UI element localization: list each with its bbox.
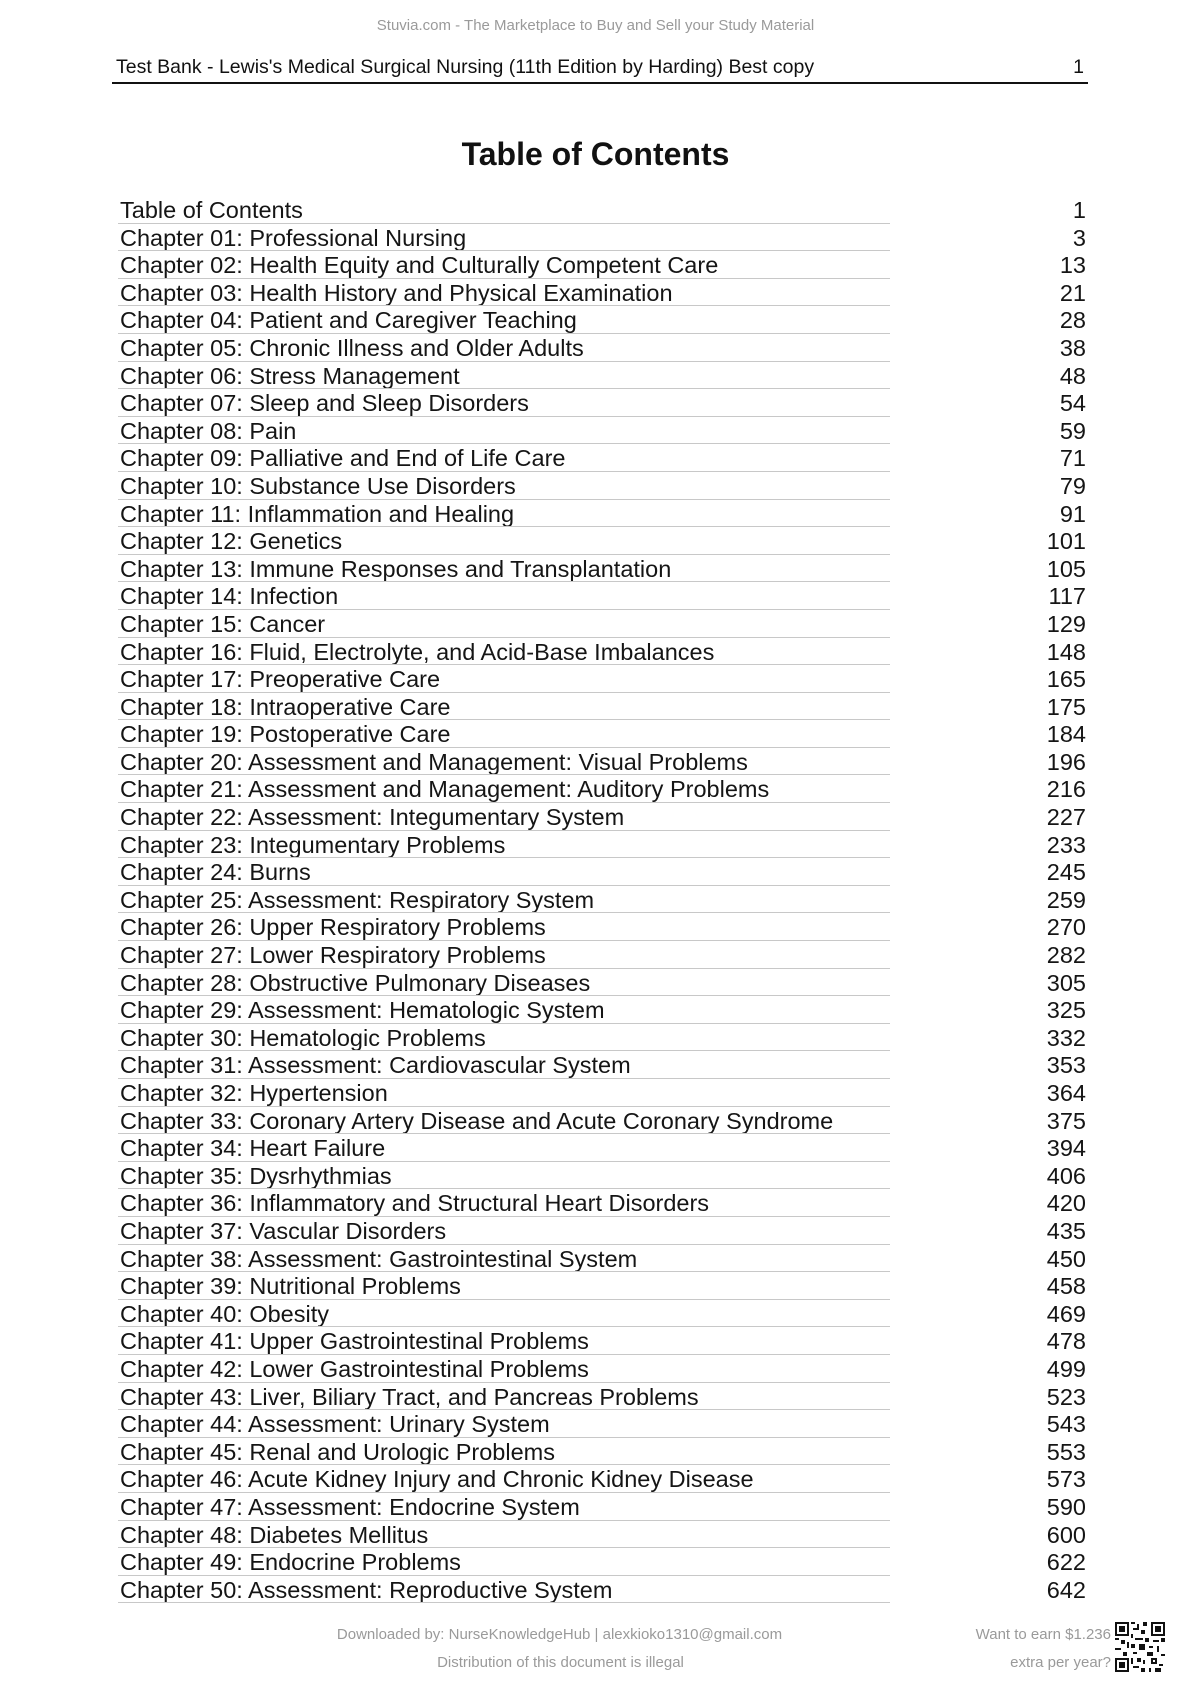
toc-entry-chapter[interactable]	[118, 1465, 1088, 1493]
toc-entry-chapter[interactable]	[118, 444, 1088, 472]
toc-entry-page[interactable]: 148	[1046, 638, 1086, 665]
toc-entry-chapter[interactable]	[118, 748, 1088, 776]
toc-entry-label[interactable]: Chapter 44: Assessment: Urinary System	[120, 1411, 550, 1438]
distribution-notice-text: Distribution of this document is illegal	[437, 1654, 684, 1671]
toc-entry-page[interactable]: 233	[1046, 831, 1086, 858]
toc-entry-page[interactable]: 79	[1059, 472, 1086, 499]
toc-entry-page[interactable]: 573	[1046, 1466, 1086, 1493]
toc-entry-page[interactable]: 435	[1046, 1217, 1086, 1244]
toc-entry-page[interactable]: 543	[1046, 1411, 1086, 1438]
toc-entry-label[interactable]: Chapter 10: Substance Use Disorders	[120, 472, 516, 499]
toc-entry-label[interactable]: Chapter 47: Assessment: Endocrine System	[120, 1493, 580, 1520]
toc-entry-chapter[interactable]	[118, 1217, 1088, 1245]
toc-entry-chapter[interactable]	[118, 1162, 1088, 1190]
toc-entry-page[interactable]: 259	[1046, 886, 1086, 913]
toc-entry-page[interactable]: 553	[1046, 1438, 1086, 1465]
toc-entry-label[interactable]: Chapter 34: Heart Failure	[120, 1135, 386, 1162]
toc-entry-chapter[interactable]	[118, 1383, 1088, 1411]
toc-entry-label[interactable]: Chapter 33: Coronary Artery Disease and Acute Coronary Syndrome	[120, 1107, 834, 1134]
toc-entry-label[interactable]: Chapter 03: Health History and Physical Examination	[120, 279, 673, 306]
toc-entry-label[interactable]: Chapter 27: Lower Respiratory Problems	[120, 942, 546, 969]
toc-entry-label[interactable]: Chapter 12: Genetics	[120, 528, 343, 555]
toc-entry-label[interactable]: Chapter 11: Inflammation and Healing	[120, 500, 515, 527]
toc-entry-chapter[interactable]	[118, 1576, 1088, 1604]
toc-entry-label[interactable]: Chapter 14: Infection	[120, 583, 339, 610]
toc-entry-label[interactable]: Chapter 22: Assessment: Integumentary System	[120, 804, 625, 831]
toc-entry-label[interactable]: Chapter 42: Lower Gastrointestinal Problems	[120, 1355, 589, 1382]
toc-entry-label[interactable]: Table of Contents	[120, 197, 303, 223]
toc-entry-page[interactable]: 523	[1046, 1383, 1086, 1410]
toc-entry-page[interactable]: 196	[1046, 748, 1086, 775]
toc-entry-page[interactable]: 71	[1059, 445, 1086, 472]
toc-entry-label[interactable]: Chapter 38: Assessment: Gastrointestinal System	[120, 1245, 638, 1272]
toc-entry-page[interactable]: 129	[1046, 610, 1086, 637]
toc-entry-page[interactable]: 91	[1059, 500, 1086, 527]
toc-entry-chapter[interactable]	[118, 1521, 1088, 1549]
toc-list	[118, 196, 1088, 1603]
toc-entry-page[interactable]: 394	[1046, 1135, 1086, 1162]
toc-entry-label[interactable]: Chapter 17: Preoperative Care	[120, 666, 441, 693]
toc-entry-chapter[interactable]	[118, 803, 1088, 831]
toc-entry-page[interactable]: 21	[1059, 279, 1086, 306]
toc-entry-label[interactable]: Chapter 21: Assessment and Management: Auditory Problems	[120, 776, 770, 803]
toc-entry-label[interactable]: Chapter 19: Postoperative Care	[120, 721, 451, 748]
toc-entry-label[interactable]: Chapter 06: Stress Management	[120, 362, 460, 389]
toc-entry-chapter[interactable]	[118, 306, 1088, 334]
toc-entry-page[interactable]: 175	[1046, 693, 1086, 720]
toc-entry-chapter[interactable]	[118, 996, 1088, 1024]
toc-entry-label[interactable]: Chapter 09: Palliative and End of Life Care	[120, 445, 566, 472]
toc-entry-label[interactable]: Chapter 05: Chronic Illness and Older Adults	[120, 334, 584, 361]
toc-entry-chapter[interactable]	[118, 582, 1088, 610]
toc-entry-page[interactable]: 406	[1046, 1162, 1086, 1189]
toc-entry-label[interactable]: Chapter 26: Upper Respiratory Problems	[120, 914, 546, 941]
toc-entry-chapter[interactable]	[118, 1355, 1088, 1383]
toc-entry-label[interactable]: Chapter 39: Nutritional Problems	[120, 1273, 461, 1300]
toc-entry-page[interactable]: 642	[1046, 1576, 1086, 1603]
toc-entry-page[interactable]: 28	[1059, 307, 1086, 334]
toc-entry-chapter[interactable]	[118, 1300, 1088, 1328]
header-page-number: 1	[1073, 56, 1084, 78]
toc-entry-label[interactable]: Chapter 36: Inflammatory and Structural Heart Disorders	[120, 1190, 710, 1217]
toc-entry-label[interactable]: Chapter 37: Vascular Disorders	[120, 1217, 447, 1244]
toc-entry-label[interactable]: Chapter 30: Hematologic Problems	[120, 1024, 486, 1051]
toc-entry-label[interactable]: Chapter 23: Integumentary Problems	[120, 831, 506, 858]
toc-entry-toc[interactable]	[118, 196, 1088, 224]
toc-entry-label[interactable]: Chapter 18: Intraoperative Care	[120, 693, 451, 720]
toc-entry-label[interactable]: Chapter 32: Hypertension	[120, 1080, 388, 1106]
toc-entry-page[interactable]: 450	[1046, 1245, 1086, 1272]
toc-entry-chapter[interactable]	[118, 610, 1088, 638]
toc-entry-label[interactable]: Chapter 29: Assessment: Hematologic System	[120, 997, 605, 1024]
toc-entry-label[interactable]: Chapter 43: Liver, Biliary Tract, and Pancreas Problems	[120, 1383, 699, 1410]
toc-entry-page[interactable]: 305	[1046, 969, 1086, 996]
toc-entry-chapter[interactable]	[118, 1024, 1088, 1052]
toc-entry-chapter[interactable]	[118, 913, 1088, 941]
toc-entry-chapter[interactable]	[118, 1272, 1088, 1300]
toc-entry-chapter[interactable]	[118, 279, 1088, 307]
toc-entry-chapter[interactable]	[118, 969, 1088, 997]
toc-entry-page[interactable]: 270	[1046, 914, 1086, 941]
toc-heading: Table of Contents	[461, 136, 730, 172]
toc-entry-page[interactable]: 105	[1046, 555, 1086, 582]
toc-entry-page[interactable]: 325	[1046, 997, 1086, 1024]
qr-code-icon[interactable]	[1115, 1622, 1165, 1672]
toc-entry-page[interactable]: 13	[1059, 252, 1086, 279]
toc-entry-chapter[interactable]	[118, 417, 1088, 445]
toc-entry-page[interactable]: 117	[1048, 583, 1086, 610]
toc-entry-label[interactable]: Chapter 20: Assessment and Management: Visual Problems	[120, 748, 748, 775]
toc-entry-page[interactable]: 499	[1046, 1355, 1086, 1382]
toc-entry-label[interactable]: Chapter 15: Cancer	[120, 610, 326, 637]
toc-entry-label[interactable]: Chapter 04: Patient and Caregiver Teaching	[120, 307, 577, 334]
toc-entry-chapter[interactable]	[118, 720, 1088, 748]
toc-entry-page[interactable]: 38	[1059, 334, 1086, 361]
toc-entry-label[interactable]: Chapter 49: Endocrine Problems	[120, 1549, 461, 1576]
toc-entry-chapter[interactable]	[118, 224, 1088, 252]
toc-entry-label[interactable]: Chapter 28: Obstructive Pulmonary Diseases	[120, 969, 591, 996]
toc-entry-page[interactable]: 101	[1046, 528, 1086, 555]
toc-entry-page[interactable]: 282	[1046, 942, 1086, 969]
download-notice-text: Downloaded by: NurseKnowledgeHub | alexkioko1310@gmail.com	[336, 1626, 783, 1643]
toc-entry-page[interactable]: 469	[1046, 1300, 1086, 1327]
promo-line-2[interactable]: extra per year?	[1010, 1654, 1111, 1671]
toc-entry-label[interactable]: Chapter 16: Fluid, Electrolyte, and Acid-Base Imbalances	[120, 638, 715, 665]
toc-entry-label[interactable]: Chapter 45: Renal and Urologic Problems	[120, 1438, 555, 1465]
toc-entry-page[interactable]: 3	[1072, 224, 1086, 251]
toc-entry-chapter[interactable]	[118, 1493, 1088, 1521]
toc-entry-chapter[interactable]	[118, 362, 1088, 390]
toc-entry-label[interactable]: Chapter 46: Acute Kidney Injury and Chronic Kidney Disease	[120, 1466, 754, 1493]
toc-entry-page[interactable]: 216	[1046, 776, 1086, 803]
toc-entry-label[interactable]: Chapter 48: Diabetes Mellitus	[120, 1521, 429, 1548]
toc-entry-chapter[interactable]	[118, 1107, 1088, 1135]
toc-entry-chapter[interactable]	[118, 886, 1088, 914]
toc-entry-page[interactable]: 1	[1072, 197, 1086, 223]
document-title: Test Bank - Lewis's Medical Surgical Nursing (11th Edition by Harding) Best copy	[116, 56, 815, 78]
toc-entry-chapter[interactable]	[118, 555, 1088, 583]
toc-entry-chapter[interactable]	[118, 1548, 1088, 1576]
stuvia-watermark: Stuvia.com - The Marketplace to Buy and Sell your Study Material	[376, 17, 815, 34]
toc-entry-page[interactable]: 375	[1046, 1107, 1086, 1134]
toc-entry-label[interactable]: Chapter 07: Sleep and Sleep Disorders	[120, 390, 529, 417]
toc-entry-chapter[interactable]	[118, 638, 1088, 666]
toc-entry-page[interactable]: 184	[1046, 721, 1086, 748]
toc-entry-page[interactable]: 332	[1046, 1024, 1086, 1051]
toc-entry-chapter[interactable]	[118, 941, 1088, 969]
toc-entry-page[interactable]: 245	[1046, 859, 1086, 886]
promo-line-1[interactable]: Want to earn $1.236	[975, 1626, 1111, 1643]
toc-entry-page[interactable]: 364	[1046, 1080, 1086, 1106]
toc-entry-chapter[interactable]	[118, 858, 1088, 886]
toc-entry-label[interactable]: Chapter 01: Professional Nursing	[120, 224, 467, 251]
toc-entry-chapter[interactable]	[118, 251, 1088, 279]
running-header	[112, 56, 1088, 84]
toc-entry-chapter[interactable]	[118, 1410, 1088, 1438]
toc-entry-chapter[interactable]	[118, 775, 1088, 803]
toc-entry-chapter[interactable]	[118, 831, 1088, 859]
toc-entry-chapter[interactable]	[118, 472, 1088, 500]
toc-entry-chapter[interactable]	[118, 1327, 1088, 1355]
toc-entry-page[interactable]: 420	[1046, 1190, 1086, 1217]
toc-entry-chapter[interactable]	[118, 1134, 1088, 1162]
toc-entry-chapter[interactable]	[118, 389, 1088, 417]
toc-entry-page[interactable]: 622	[1046, 1549, 1086, 1576]
toc-entry-label[interactable]: Chapter 31: Assessment: Cardiovascular System	[120, 1052, 631, 1079]
toc-entry-chapter[interactable]	[118, 527, 1088, 555]
toc-entry-page[interactable]: 353	[1046, 1052, 1086, 1079]
toc-entry-page[interactable]: 59	[1059, 417, 1086, 444]
toc-entry-page[interactable]: 458	[1046, 1273, 1086, 1300]
toc-entry-label[interactable]: Chapter 50: Assessment: Reproductive System	[120, 1576, 613, 1603]
toc-entry-page[interactable]: 590	[1046, 1493, 1086, 1520]
toc-entry-chapter[interactable]	[118, 1438, 1088, 1466]
toc-entry-label[interactable]: Chapter 40: Obesity	[120, 1300, 329, 1327]
toc-entry-divider	[118, 1602, 890, 1603]
toc-entry-chapter[interactable]	[118, 1079, 1088, 1107]
toc-entry-chapter[interactable]	[118, 1051, 1088, 1079]
toc-entry-page[interactable]: 165	[1046, 666, 1086, 693]
toc-entry-label[interactable]: Chapter 08: Pain	[120, 417, 297, 444]
toc-entry-chapter[interactable]	[118, 1245, 1088, 1273]
toc-entry-page[interactable]: 54	[1059, 390, 1086, 417]
toc-entry-label[interactable]: Chapter 02: Health Equity and Culturally Competent Care	[120, 252, 719, 279]
toc-entry-chapter[interactable]	[118, 334, 1088, 362]
toc-entry-label[interactable]: Chapter 41: Upper Gastrointestinal Problems	[120, 1328, 589, 1355]
toc-entry-page[interactable]: 600	[1046, 1521, 1086, 1548]
toc-entry-label[interactable]: Chapter 24: Burns	[120, 859, 311, 886]
toc-entry-label[interactable]: Chapter 13: Immune Responses and Transplantation	[120, 555, 672, 582]
toc-entry-chapter[interactable]	[118, 693, 1088, 721]
toc-entry-chapter[interactable]	[118, 500, 1088, 528]
toc-entry-page[interactable]: 227	[1046, 804, 1086, 831]
toc-entry-page[interactable]: 478	[1046, 1328, 1086, 1355]
toc-entry-chapter[interactable]	[118, 1189, 1088, 1217]
toc-entry-page[interactable]: 48	[1059, 362, 1086, 389]
toc-entry-label[interactable]: Chapter 25: Assessment: Respiratory System	[120, 886, 595, 913]
toc-entry-label[interactable]: Chapter 35: Dysrhythmias	[120, 1162, 392, 1189]
toc-entry-chapter[interactable]	[118, 665, 1088, 693]
